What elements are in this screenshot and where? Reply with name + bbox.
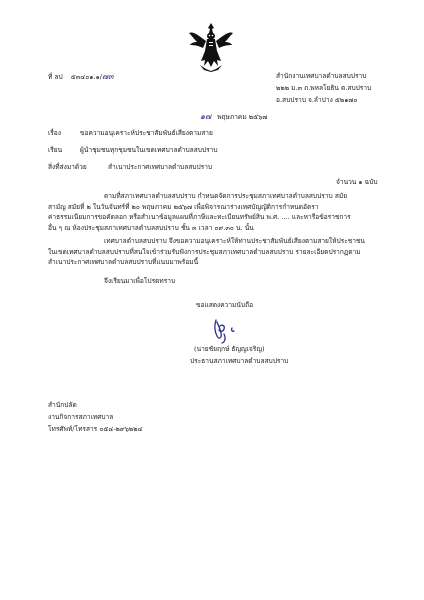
enclosure-label: สิ่งที่ส่งมาด้วย: [48, 163, 87, 171]
date-month-year: พฤษภาคม ๒๕๖๗: [217, 113, 268, 121]
reference-prefix: ที่ ลป: [48, 73, 63, 81]
reference-number: [48, 72, 113, 82]
to-label: เรียน: [48, 146, 63, 154]
date-day-handwritten: ๑๗: [200, 112, 212, 121]
paragraph-1-line: ค่าธรรมเนียมการขอคัดลอก หรือสำเนาข้อมูลแผนที่ภาษีและทะเบียนทรัพย์สิน พ.ศ. .... และหารือข้อราชการ: [48, 213, 351, 221]
paragraph-2-line: เทศบาลตำบลสบปราบ จึงขอความอนุเคราะห์ให้ท่านประชาสัมพันธ์เสียงตามสายให้ประชาชน: [104, 237, 365, 245]
closing-regards: ขอแสดงความนับถือ: [196, 301, 254, 309]
garuda-emblem-icon: [188, 21, 234, 73]
body-paragraph-2: [48, 236, 365, 268]
footer-section: งานกิจการสภาเทศบาล: [48, 413, 114, 421]
closing-request: จึงเรียนมาเพื่อโปรดทราบ: [104, 277, 176, 285]
handwritten-signature-icon: [208, 316, 254, 344]
reference-handwritten-number: ๗๓: [101, 72, 114, 81]
enclosure-quantity: จำนวน ๑ ฉบับ: [336, 178, 378, 186]
org-address-line-3: อ.สบปราบ จ.ลำปาง ๕๒๑๗๐: [276, 96, 358, 104]
enclosure-value: สำเนาประกาศเทศบาลตำบลสบปราบ: [108, 163, 213, 171]
paragraph-1-line: อื่น ๆ ณ ห้องประชุมสภาเทศบาลตำบลสบปราบ ชั้น ๓ เวลา ๐๙.๓๐ น. นั้น: [48, 223, 254, 232]
to-value: ผู้นำชุมชนทุกชุมชนในเขตเทศบาลตำบลสบปราบ: [80, 146, 218, 154]
letter-date: [200, 112, 267, 122]
signatory-name: (นายชัยฤกษ์ ธัญญเจริญ): [194, 345, 265, 353]
subject-label: เรื่อง: [48, 129, 61, 137]
paragraph-1-line: ตามที่สภาเทศบาลตำบลสบปราบ กำหนดจัดการประชุมสภาเทศบาลตำบลสบปราบ สมัย: [104, 192, 348, 200]
subject-value: ขอความอนุเคราะห์ประชาสัมพันธ์เสียงตามสาย: [80, 129, 213, 137]
org-address-line-1: สำนักงานเทศบาลตำบลสบปราบ: [276, 72, 367, 80]
paragraph-1-line: สามัญ สมัยที่ ๒ ในวันจันทร์ที่ ๒๐ พฤษภาคม ๒๕๖๗ เพื่อพิจารณาร่างเทศบัญญัติการกำหนดอัตรา: [48, 202, 319, 211]
org-address-line-2: ๒๒๒ ม.๓ ถ.พหลโยธิน ต.สบปราบ: [276, 84, 372, 92]
body-paragraph-1: [48, 191, 351, 233]
signatory-position: ประธานสภาเทศบาลตำบลสบปราบ: [190, 357, 289, 365]
footer-office: สำนักปลัด: [48, 401, 77, 409]
paragraph-2-line: ในเขตเทศบาลตำบลสบปราบที่สนใจเข้าร่วมรับฟังการประชุมสภาเทศบาลตำบลสบปราบ รายละเอียดปรากฏตาม: [48, 247, 361, 256]
footer-phone: โทรศัพท์/โทรสาร ๐๕๔-๒๙๖๒๒๔: [48, 425, 143, 433]
paragraph-2-line: สำเนาประกาศเทศบาลตำบลสบปราบที่แนบมาพร้อมนี้: [48, 258, 199, 266]
reference-code: ๕๓๔๐๑.๑/: [70, 73, 102, 81]
